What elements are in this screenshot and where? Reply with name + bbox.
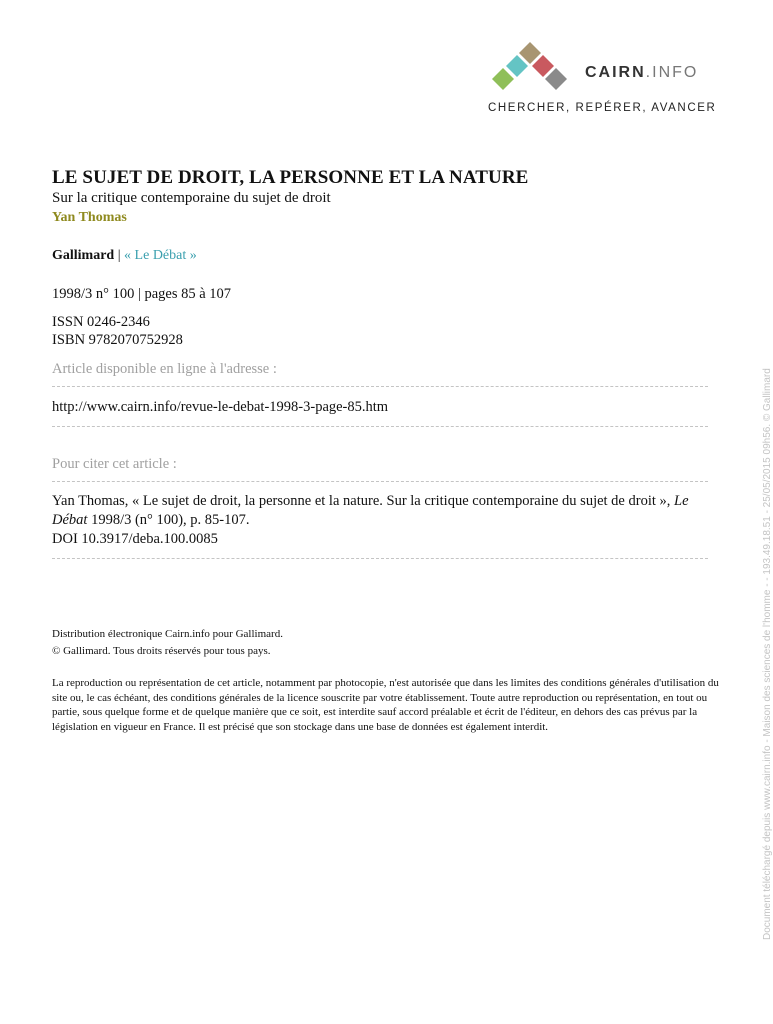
publisher-separator: | [114, 248, 125, 263]
legal-notice: La reproduction ou représentation de cet article, notamment par photocopie, n'est autorisée que dans les limites des conditions générales d'utilisation du site ou, le cas échéant, des conditions générales de la licence souscrite par votre établissement. Toute autre reproduction ou représentation, en tout ou partie, sous quelque forme et de quelque manière que ce soit, est interdite sauf accord préalable et écrit de l'éditeur, en dehors des cas prévus par la législation en vigueur en France. Il est précisé que son stockage dans une base de données est également interdit. [52, 677, 719, 733]
distribution-notice [52, 626, 708, 660]
publisher-line [52, 248, 708, 264]
logo-name: CAIRN [585, 64, 646, 81]
logo-diamonds-icon [488, 40, 578, 96]
logo-wordmark [585, 64, 698, 82]
issn: ISSN 0246-2346 [52, 314, 150, 330]
citation-text: Yan Thomas, « Le sujet de droit, la personne et la nature. Sur la critique contemporaine du sujet de droit », [52, 493, 675, 509]
divider [52, 558, 708, 559]
logo-diamond-green [492, 68, 514, 90]
logo-tagline: CHERCHER, REPÉRER, AVANCER [488, 102, 717, 114]
citation-journal: Le Débat [52, 493, 689, 528]
collection-link[interactable]: « Le Débat » [124, 248, 197, 263]
logo-suffix: .INFO [645, 64, 699, 81]
article-subtitle: Sur la critique contemporaine du sujet de droit [52, 190, 331, 206]
publisher-name: Gallimard [52, 248, 115, 263]
citation-issue: 1998/3 (n° 100), p. 85-107. [87, 512, 250, 528]
citation [52, 492, 708, 549]
article-title: LE SUJET DE DROIT, LA PERSONNE ET LA NATURE [52, 167, 529, 188]
copyright-line: © Gallimard. Tous droits réservés pour tous pays. [52, 645, 271, 657]
availability-label: Article disponible en ligne à l'adresse : [52, 361, 277, 377]
cairn-logo[interactable] [488, 40, 724, 120]
distribution-line: Distribution électronique Cairn.info pour Gallimard. [52, 628, 283, 640]
download-watermark: Document téléchargé depuis www.cairn.info - Maison des sciences de l'homme - - 193.49.18.51 - 25/05/2015 09h56. © Gallimard [762, 368, 773, 940]
issue-info: 1998/3 n° 100 | pages 85 à 107 [52, 286, 232, 302]
divider [52, 386, 708, 387]
cite-label: Pour citer cet article : [52, 456, 177, 472]
article-author[interactable]: Yan Thomas [52, 210, 127, 225]
divider [52, 481, 708, 482]
divider [52, 426, 708, 427]
citation-doi: DOI 10.3917/deba.100.0085 [52, 531, 218, 547]
isbn: ISBN 9782070752928 [52, 332, 183, 348]
article-url-link[interactable]: http://www.cairn.info/revue-le-debat-1998-3-page-85.htm [52, 399, 389, 415]
